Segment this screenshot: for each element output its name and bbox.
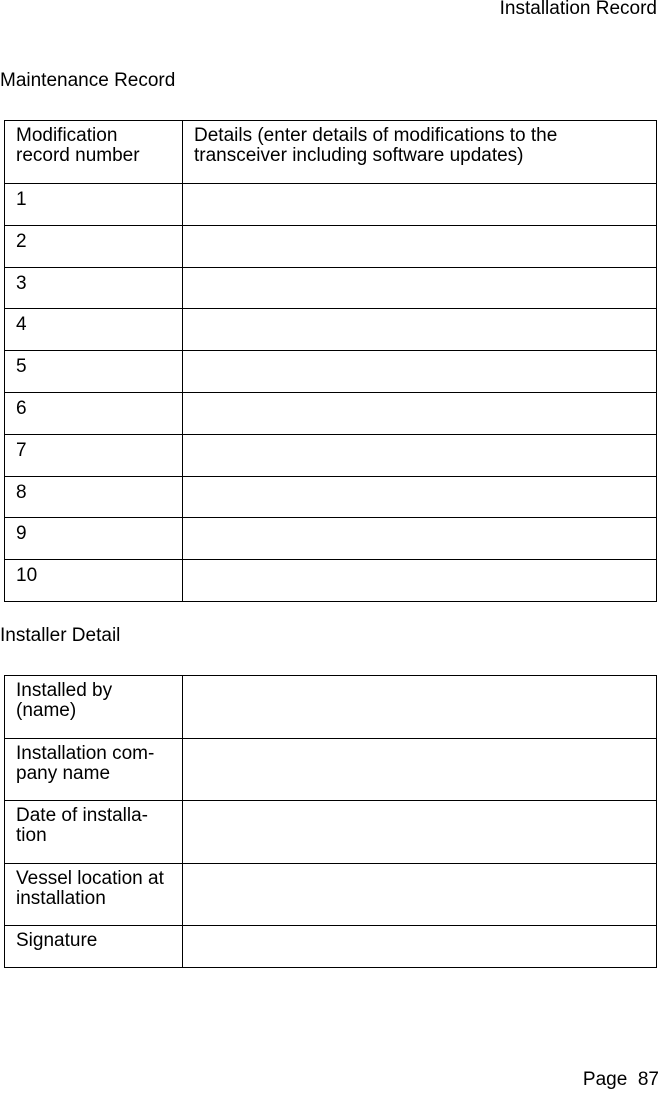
table-row: [5, 863, 657, 926]
table-row: [5, 267, 657, 309]
details-cell[interactable]: [183, 476, 657, 518]
table-row: [5, 476, 657, 518]
vessel-location-label: Vessel location at installation: [5, 863, 183, 926]
modification-number-cell: 9: [5, 518, 183, 560]
modification-number-cell: 6: [5, 392, 183, 434]
details-cell[interactable]: [183, 267, 657, 309]
details-cell[interactable]: [183, 225, 657, 267]
modification-number-cell: 2: [5, 225, 183, 267]
installer-detail-table: [4, 675, 657, 968]
installation-company-label: Installation com-pany name: [5, 738, 183, 801]
installed-by-label: Installed by (name): [5, 676, 183, 739]
signature-label: Signature: [5, 926, 183, 968]
modification-number-cell: 10: [5, 560, 183, 602]
table-row: [5, 309, 657, 351]
table-row: [5, 801, 657, 864]
details-cell[interactable]: [183, 309, 657, 351]
running-header: Installation Record: [499, 0, 657, 19]
vessel-location-field[interactable]: [183, 863, 657, 926]
table-row: [5, 184, 657, 226]
details-cell[interactable]: [183, 392, 657, 434]
table-row: [5, 926, 657, 968]
modification-number-cell: 1: [5, 184, 183, 226]
details-cell[interactable]: [183, 518, 657, 560]
table-row: [5, 560, 657, 602]
column-header-details: Details (enter details of modifications to the transceiver including software updates): [183, 121, 657, 184]
table-row: [5, 738, 657, 801]
maintenance-record-heading: Maintenance Record: [0, 70, 176, 91]
details-cell[interactable]: [183, 560, 657, 602]
installation-date-label: Date of installa-tion: [5, 801, 183, 864]
table-row: [5, 225, 657, 267]
installation-company-field[interactable]: [183, 738, 657, 801]
installed-by-field[interactable]: [183, 676, 657, 739]
details-cell[interactable]: [183, 351, 657, 393]
installer-detail-heading: Installer Detail: [0, 625, 121, 646]
table-row: [5, 676, 657, 739]
table-row: [5, 434, 657, 476]
details-cell[interactable]: [183, 434, 657, 476]
page-number: Page 87: [582, 1069, 659, 1090]
signature-field[interactable]: [183, 926, 657, 968]
table-header-row: [5, 121, 657, 184]
modification-number-cell: 4: [5, 309, 183, 351]
table-row: [5, 392, 657, 434]
details-cell[interactable]: [183, 184, 657, 226]
modification-number-cell: 7: [5, 434, 183, 476]
column-header-modification-number: Modification record number: [5, 121, 183, 184]
maintenance-record-table: [4, 120, 657, 602]
table-row: [5, 518, 657, 560]
modification-number-cell: 5: [5, 351, 183, 393]
modification-number-cell: 3: [5, 267, 183, 309]
modification-number-cell: 8: [5, 476, 183, 518]
table-row: [5, 351, 657, 393]
installation-date-field[interactable]: [183, 801, 657, 864]
